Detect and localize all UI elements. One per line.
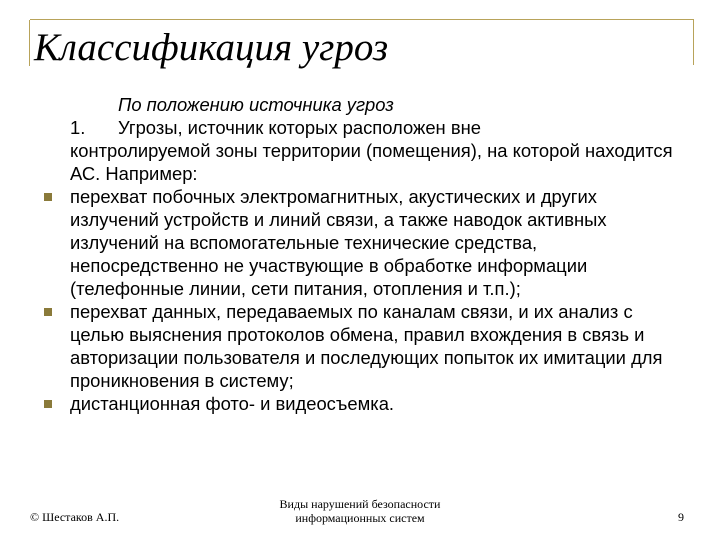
bullet-item: [70, 392, 676, 415]
slide-subtitle: По положению источника угроз: [118, 94, 394, 115]
numbered-first-line: [70, 116, 676, 139]
item-number: 1.: [70, 117, 86, 138]
numbered-item: [70, 116, 676, 185]
numbered-first-text: Угрозы, источник которых расположен вне: [118, 117, 481, 138]
slide-content: [70, 93, 676, 415]
square-bullet-icon: [44, 308, 52, 316]
bullet-item: [70, 185, 676, 300]
bullet-item: [70, 300, 676, 392]
bullet-text: дистанционная фото- и видеосъемка.: [70, 393, 395, 414]
footer-caption: Виды нарушений безопасности информационных систем: [279, 497, 441, 525]
page-number: 9: [678, 510, 684, 524]
square-bullet-icon: [44, 193, 52, 201]
slide-title: Классификация угроз: [34, 26, 389, 69]
bullet-text: перехват побочных электромагнитных, акустических и других излучений устройств и линий связи, а также наводок активных излучений на вспомогательные технические средства, непосредственно не участвующие в обработке информации (телефонные линии, сети питания, отопления и т.п.);: [70, 186, 607, 299]
numbered-rest-text: контролируемой зоны территории (помещения), на которой находится АС. Например:: [70, 140, 673, 184]
square-bullet-icon: [44, 400, 52, 408]
footer-author: © Шестаков А.П.: [30, 510, 120, 524]
bullet-text: перехват данных, передаваемых по каналам связи, и их анализ с целью выяснения протоколов обмена, правил вхождения в связь и авторизации пользователя и последующих попыток их имитации для проникновения в систему;: [70, 301, 663, 391]
